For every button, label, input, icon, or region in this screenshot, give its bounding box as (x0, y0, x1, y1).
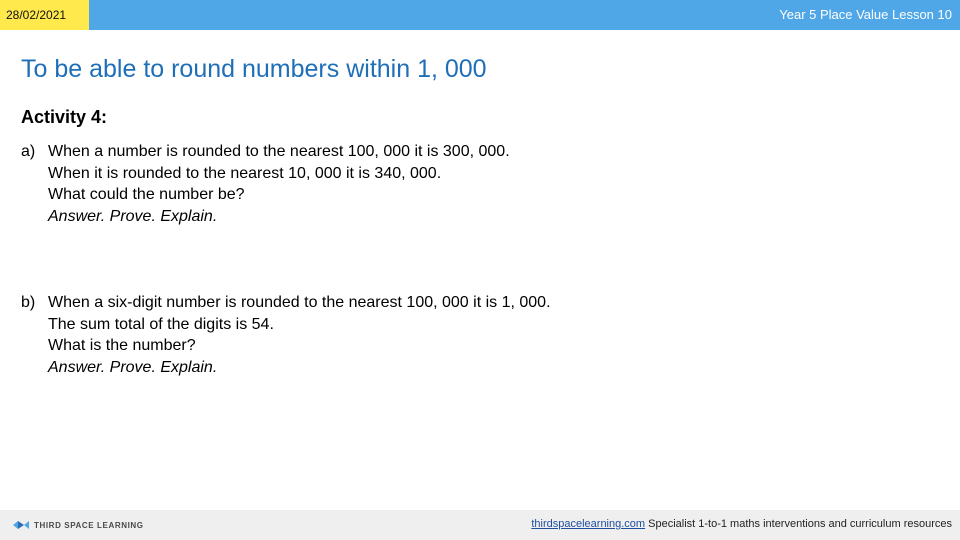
question-line: When a number is rounded to the nearest 100, 000 it is 300, 000. (48, 143, 510, 160)
question-prompt: Answer. Prove. Explain. (48, 358, 218, 376)
question-line: What is the number? (48, 337, 196, 354)
third-space-learning-logo-icon (12, 519, 30, 531)
question-letter: a) (21, 143, 36, 160)
logo-text: THIRD SPACE LEARNING (34, 520, 144, 530)
question-letter: b) (21, 294, 36, 311)
question-line: What could the number be? (48, 186, 245, 203)
footer-tagline: Specialist 1-to-1 maths interventions and curriculum resources (645, 518, 952, 530)
footer-credit (531, 518, 952, 530)
lesson-title: Year 5 Place Value Lesson 10 (779, 7, 952, 22)
question-line: When a six-digit number is rounded to the nearest 100, 000 it is 1, 000. (48, 294, 551, 311)
website-link[interactable]: thirdspacelearning.com (531, 518, 646, 530)
footer-bar (0, 510, 960, 540)
header-bar (0, 0, 960, 30)
brand-logo (12, 518, 144, 532)
date-badge: 28/02/2021 (0, 0, 89, 30)
question-a (21, 141, 510, 227)
learning-objective-title: To be able to round numbers within 1, 000 (21, 55, 487, 83)
question-line: The sum total of the digits is 54. (48, 315, 274, 333)
question-line: When it is rounded to the nearest 10, 000 it is 340, 000. (48, 164, 442, 182)
question-prompt: Answer. Prove. Explain. (48, 207, 218, 225)
question-b (21, 292, 551, 378)
activity-heading: Activity 4: (21, 107, 108, 127)
